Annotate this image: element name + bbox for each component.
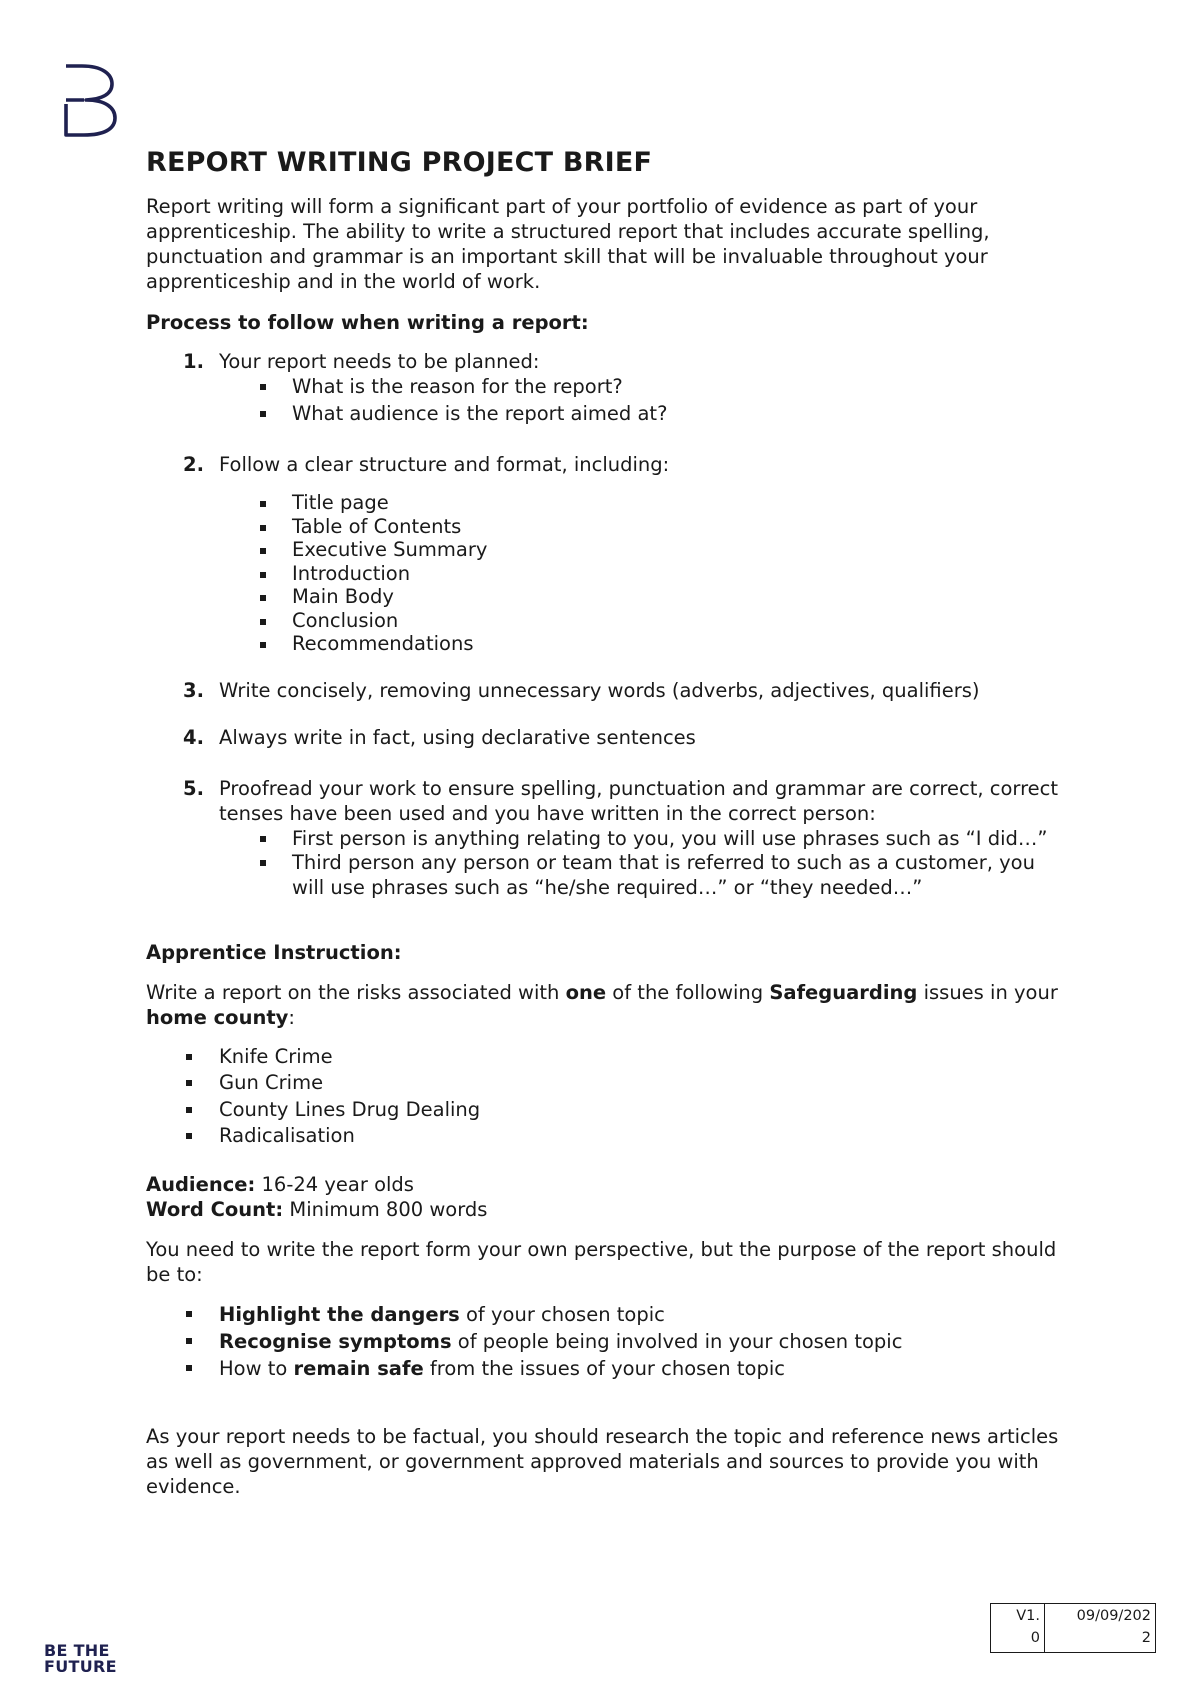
text-run: : [288, 1005, 295, 1029]
wordcount-value: Minimum 800 words [283, 1197, 488, 1221]
list-item-text: What audience is the report aimed at? [292, 402, 668, 425]
list-item [146, 609, 1066, 633]
list-item [146, 491, 1066, 515]
emphasis-one: one [565, 980, 607, 1004]
list-item [146, 1070, 1066, 1097]
text-run: of your chosen topic [459, 1302, 665, 1326]
list-item [146, 374, 1066, 399]
text-run: of the following [606, 980, 770, 1004]
text-run: Write a report on the risks associated with [146, 980, 566, 1004]
step-2 [146, 452, 1066, 477]
brand-text: BE THE [44, 1641, 110, 1660]
step-text: Always write in fact, using declarative sentences [219, 725, 696, 749]
step-text: Write concisely, removing unnecessary words (adverbs, adjectives, qualifiers) [219, 678, 980, 702]
step-number: 5. [183, 776, 204, 800]
process-heading: Process to follow when writing a report: [146, 311, 589, 334]
topic-list [146, 1044, 1066, 1150]
emphasis-safeguarding: Safeguarding [769, 980, 918, 1004]
list-item [146, 1097, 1066, 1124]
list-item-text: Table of Contents [292, 514, 462, 538]
instruction-heading: Apprentice Instruction: [146, 940, 402, 964]
version-text: 0 [1030, 1630, 1040, 1646]
process-steps [146, 349, 1066, 374]
list-item [146, 1301, 1066, 1328]
list-item [146, 1328, 1066, 1355]
step-4 [146, 725, 1066, 750]
emphasis: remain safe [293, 1356, 424, 1380]
list-item [146, 1355, 1066, 1382]
audience-label: Audience: [146, 1172, 256, 1196]
list-item [146, 826, 1066, 851]
step-3 [146, 678, 1066, 703]
b-logo-icon [62, 62, 118, 138]
list-item-text: Executive Summary [292, 538, 488, 561]
list-item [146, 538, 1066, 562]
emphasis: Highlight the dangers [219, 1302, 460, 1326]
list-item-text: Introduction [292, 561, 411, 585]
step-text: Proofread your work to ensure spelling, punctuation and grammar are correct, correct tenses have been used and you have written in the correct person: [219, 776, 1059, 825]
step-number: 4. [183, 725, 204, 749]
list-item [146, 632, 1066, 656]
step-number: 3. [183, 678, 204, 702]
list-item [146, 1044, 1066, 1071]
purpose-intro: You need to write the report form your own perspective, but the purpose of the report should be to: [146, 1237, 1057, 1286]
step-number: 2. [183, 453, 204, 476]
instruction-paragraph [146, 980, 1066, 1030]
list-item [146, 515, 1066, 539]
structure-bullets [146, 491, 1066, 656]
text-run: of people being involved in your chosen topic [451, 1329, 903, 1353]
list-item-text: Conclusion [292, 608, 399, 632]
version-text: V1. [1016, 1608, 1040, 1624]
step-1 [146, 349, 1066, 374]
step-text: Your report needs to be planned: [219, 350, 540, 373]
date-text: 09/09/202 [1076, 1608, 1151, 1624]
process-steps-3 [146, 678, 1066, 826]
list-item-text: Gun Crime [219, 1071, 324, 1094]
list-item-text: Title page [292, 491, 389, 514]
document-body [146, 146, 1066, 1499]
list-item-text: Knife Crime [219, 1044, 333, 1068]
list-item-text: County Lines Drug Dealing [219, 1097, 481, 1121]
list-item [146, 585, 1066, 609]
emphasis: Recognise symptoms [219, 1329, 452, 1353]
list-item-text: Recommendations [292, 632, 474, 655]
list-item-text: Third person any person or team that is referred to such as a customer, you will use phrases such as “he/she required…” or “they needed…” [292, 850, 1035, 899]
list-item [146, 1123, 1066, 1150]
list-item-text: Radicalisation [219, 1124, 355, 1147]
wordcount-label: Word Count: [146, 1197, 284, 1221]
step-1-bullets [146, 374, 1066, 426]
step-text: Follow a clear structure and format, including: [219, 453, 670, 476]
text-run: How to [219, 1356, 294, 1380]
brand-text: FUTURE [44, 1657, 117, 1676]
date-cell [1045, 1604, 1155, 1652]
step-5-bullets [146, 826, 1066, 900]
closing-paragraph: As your report needs to be factual, you should research the topic and reference news articles as well as government, or government approved materials and sources to provide you with evidence. [146, 1424, 1059, 1498]
intro-paragraph: Report writing will form a significant part of your portfolio of evidence as part of your apprenticeship. The ability to write a structured report that includes accurate spelling, punctuation and grammar is an important skill that will be invaluable throughout your apprenticeship and in the world of work. [146, 195, 990, 293]
text-run: issues in your [917, 980, 1058, 1004]
list-item-text: First person is anything relating to you, you will use phrases such as “I did…” [292, 826, 1048, 850]
list-item [146, 562, 1066, 586]
emphasis-home-county: home county [146, 1005, 289, 1029]
text-run: from the issues of your chosen topic [423, 1356, 785, 1380]
list-item-text: What is the reason for the report? [292, 375, 623, 398]
list-item [146, 401, 1066, 426]
step-5 [146, 776, 1066, 826]
audience-value: 16-24 year olds [255, 1172, 414, 1196]
version-cell [991, 1604, 1045, 1652]
purpose-list [146, 1301, 1066, 1382]
date-text: 2 [1141, 1630, 1151, 1646]
version-table [990, 1603, 1156, 1653]
step-number: 1. [183, 350, 204, 373]
page-title: REPORT WRITING PROJECT BRIEF [146, 147, 653, 178]
brand-logo [44, 1643, 117, 1675]
audience-line [146, 1172, 1066, 1197]
process-steps-2 [146, 452, 1066, 477]
wordcount-line [146, 1197, 1066, 1222]
list-item [146, 850, 1066, 900]
list-item-text: Main Body [292, 585, 394, 608]
